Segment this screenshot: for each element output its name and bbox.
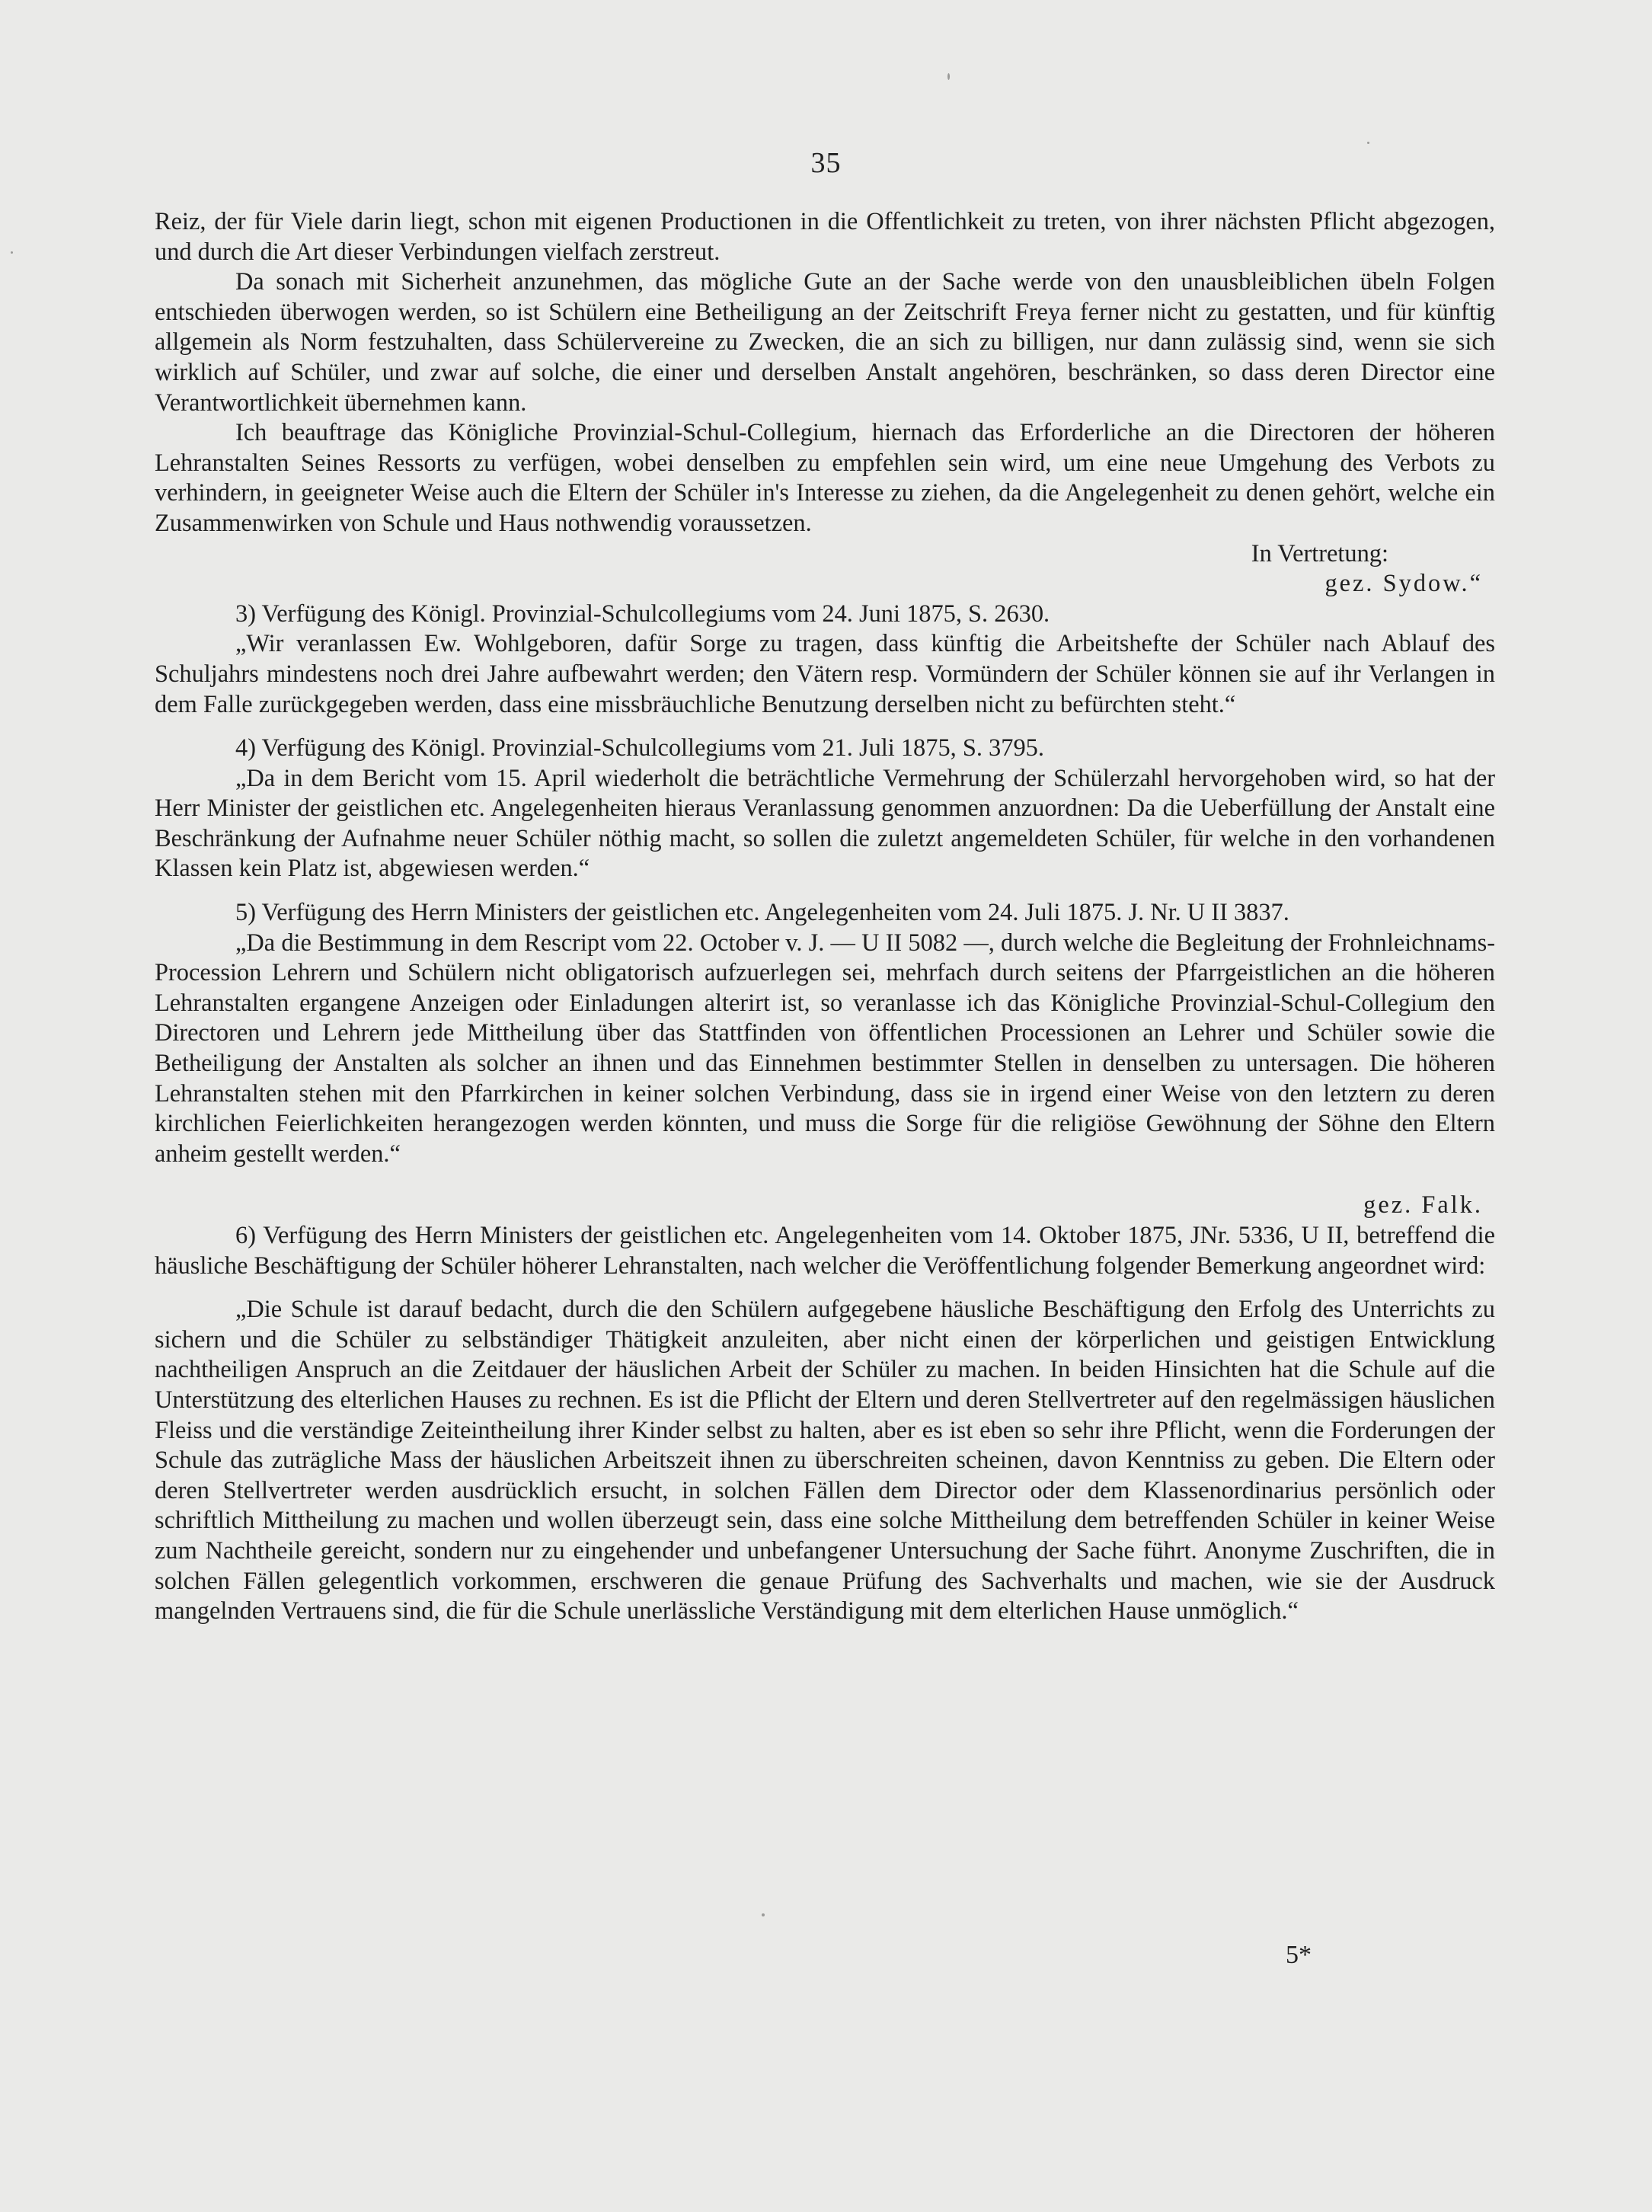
signature-falk: gez. Falk. <box>1363 1191 1483 1219</box>
scan-speck <box>762 1913 765 1916</box>
heading-ordinance-4: 4) Verfügung des Königl. Provinzial-Schulcollegiums vom 21. Juli 1875, S. 3795. <box>235 734 1044 762</box>
heading-ordinance-6: 6) Verfügung des Herrn Ministers der geistlichen etc. Angelegenheiten vom 14. Oktober 1875, JNr. 5336, U II, betreffend die häusliche Beschäftigung der Schüler höherer Lehranstalten, nach welcher die Veröffentlichung folgender Bemerkung angeordnet wird: <box>155 1222 1495 1280</box>
paragraph-instruction: Ich beauftrage das Königliche Provinzial-Schul-Collegium, hiernach das Erforderliche an die Directoren der höheren Lehranstalten Seines Ressorts zu verfügen, wobei denselben zu empfehlen sein wird, um eine neue Umgehung des Verbots zu verhindern, in geeigneter Weise auch die Eltern der Schüler in's Interesse zu ziehen, da die Angelegenheit zu denen gehört, welche ein Zusammenwirken von Schule und Haus nothwendig voraussetzen. <box>155 419 1495 537</box>
scan-speck <box>1367 142 1369 144</box>
heading-ordinance-5: 5) Verfügung des Herrn Ministers der geistlichen etc. Angelegenheiten vom 24. Juli 1875. J. Nr. U II 3837. <box>235 899 1289 927</box>
signature-deputy-label: In Vertretung: <box>1251 539 1388 567</box>
paragraph-freya-prohibition: Da sonach mit Sicherheit anzunehmen, das mögliche Gute an der Sache werde von den unausbleiblichen übeln Folgen entschieden überwogen werden, so ist Schülern eine Betheiligung an der Zeitschrift Freya ferner nicht zu gestatten, und für künftig allgemein als Norm festzuhalten, dass Schülervereine zu Zwecken, die an sich zu billigen, nur dann zulässig sind, wenn sie sich wirklich auf Schüler, und zwar auf solche, die einer und derselben Anstalt angehören, beschränken, so dass deren Director eine Verantwortlichkeit übernehmen kann. <box>155 268 1495 417</box>
signature-sydow: gez. Sydow.“ <box>1324 570 1483 598</box>
scan-speck <box>947 73 950 80</box>
scan-speck <box>11 251 13 254</box>
paragraph-ordinance-3: „Wir veranlassen Ew. Wohlgeboren, dafür Sorge zu tragen, dass künftig die Arbeitshefte der Schüler nach Ablauf des Schuljahrs mindestens noch drei Jahre aufbewahrt werden; den Vätern resp. Vormündern der Schüler können sie auf ihr Verlangen in dem Falle zurückgegeben werden, dass eine missbräuchliche Benutzung derselben nicht zu befürchten steht.“ <box>155 630 1495 718</box>
heading-ordinance-3: 3) Verfügung des Königl. Provinzial-Schulcollegiums vom 24. Juni 1875, S. 2630. <box>235 599 1050 628</box>
document-body <box>155 207 1495 1627</box>
paragraph-ordinance-6-quote: „Die Schule ist darauf bedacht, durch die den Schülern aufgegebene häusliche Beschäftigung den Erfolg des Unterrichts zu sichern und die Schüler zu selbständiger Thätigkeit anzuleiten, aber nicht einen der körperlichen und geistigen Entwicklung nachtheiligen Anspruch an die Zeitdauer der häuslichen Arbeit der Schüler zu machen. In beiden Hinsichten hat die Schule auf die Unterstützung des elterlichen Hauses zu rechnen. Es ist die Pflicht der Eltern und deren Stellvertreter auf den regelmässigen häuslichen Fleiss und die verständige Zeiteintheilung ihrer Kinder selbst zu halten, aber es ist eben so sehr ihre Pflicht, wenn die Forderungen der Schule das zuträgliche Mass der häuslichen Arbeitszeit ihnen zu überschreiten scheinen, davon Kenntniss zu geben. Die Eltern oder deren Stellvertreter werden ausdrücklich ersucht, in solchen Fällen dem Director oder dem Klassenordinarius persönlich oder schriftlich Mittheilung zu machen und wollen überzeugt sein, dass eine solche Mittheilung dem betreffenden Schüler in keiner Weise zum Nachtheile gereicht, sondern nur zu eingehender und unbefangener Untersuchung der Sache führt. Anonyme Zuschriften, die in solchen Fällen gelegentlich vorkommen, erschweren die genaue Prüfung des Sachverhalts und machen, wie sie der Ausdruck mangelnden Vertrauens sind, die für die Schule unerlässliche Verständigung mit dem elterlichen Hause unmöglich.“ <box>155 1296 1495 1625</box>
page-number: 35 <box>810 147 842 179</box>
paragraph-continuation: Reiz, der für Viele darin liegt, schon mit eigenen Productionen in die Offentlichkeit zu treten, von ihrer nächsten Pflicht abgezogen, und durch die Art dieser Verbindungen vielfach zerstreut. <box>155 208 1495 266</box>
paragraph-ordinance-5: „Da die Bestimmung in dem Rescript vom 22. October v. J. — U II 5082 —, durch welche die Begleitung der Frohnleichnams-Procession Lehrern und Schülern nicht obligatorisch aufzuerlegen sei, mehrfach durch seitens der Pfarrgeistlichen an die höheren Lehranstalten ergangene Anzeigen oder Einladungen alterirt ist, so veranlasse ich das Königliche Provinzial-Schul-Collegium den Directoren und Lehrern jede Mittheilung über das Stattfinden von öffentlichen Processionen an Lehrer und Schüler sowie die Betheiligung der Anstalten als solcher an ihnen und das Einnehmen bestimmter Stellen in denselben zu untersagen. Die höheren Lehranstalten stehen mit den Pfarrkirchen in keiner solchen Verbindung, dass sie in irgend einer Weise von den letztern zu deren kirchlichen Feierlichkeiten herangezogen werden könnten, und muss die Sorge für die religiöse Gewöhnung der Söhne den Eltern anheim gestellt werden.“ <box>155 929 1495 1168</box>
paragraph-ordinance-4: „Da in dem Bericht vom 15. April wiederholt die beträchtliche Vermehrung der Schülerzahl hervorgehoben wird, so hat der Herr Minister der geistlichen etc. Angelegenheiten hieraus Veranlassung genommen anzuordnen: Da die Ueberfüllung der Anstalt eine Beschränkung der Aufnahme neuer Schüler nöthig macht, so sollen die zuletzt angemeldeten Schüler, für welche in den vorhandenen Klassen kein Platz ist, abgewiesen werden.“ <box>155 764 1495 883</box>
signature-mark: 5* <box>1286 1941 1312 1969</box>
